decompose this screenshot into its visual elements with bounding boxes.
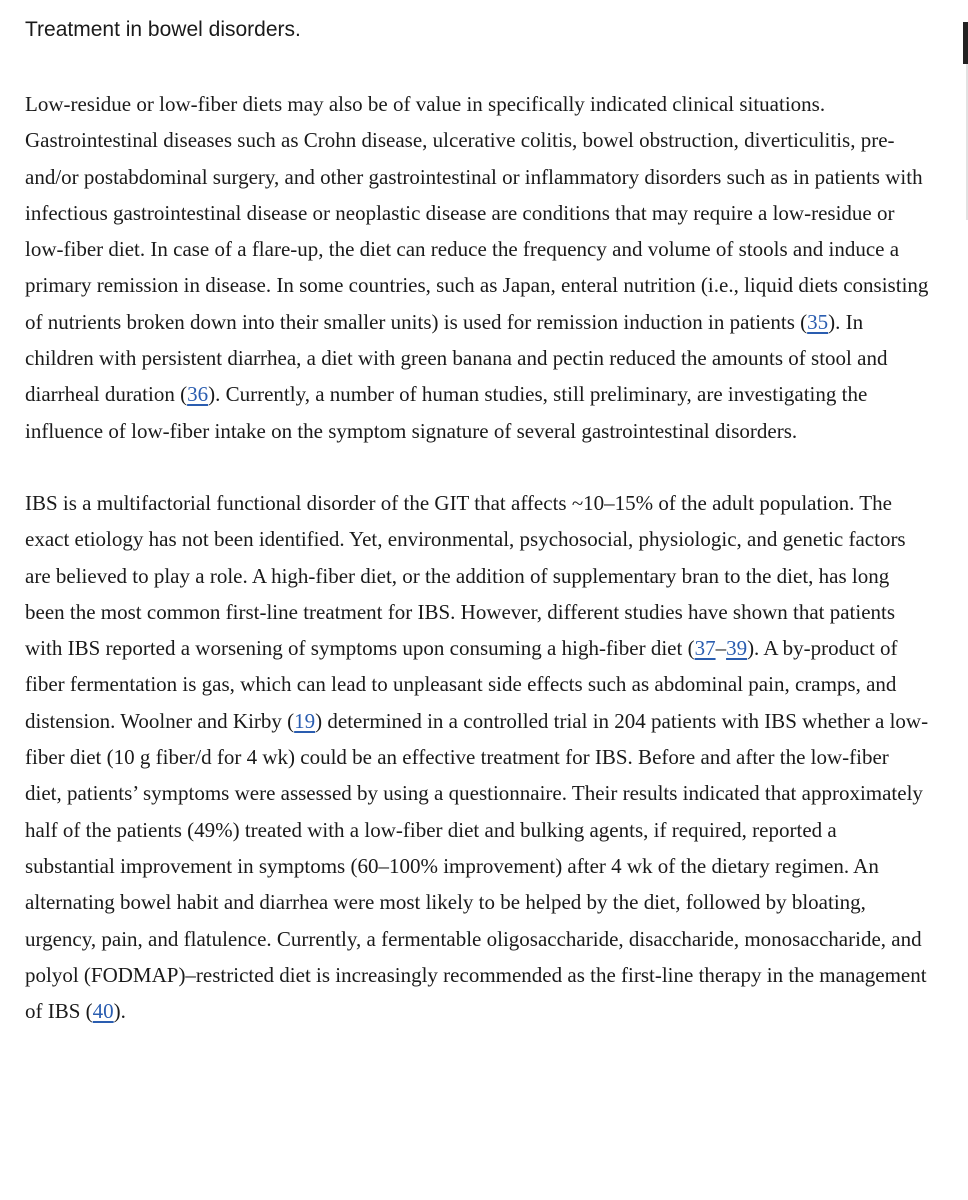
citation-link-36[interactable]: 36 bbox=[187, 382, 209, 407]
citation-link-19[interactable]: 19 bbox=[294, 708, 316, 733]
citation-link-39[interactable]: 39 bbox=[726, 636, 748, 661]
citation-link-35[interactable]: 35 bbox=[807, 309, 829, 334]
citation-link-40[interactable]: 40 bbox=[92, 999, 114, 1024]
paragraph-text: ). A by-product of fiber fermentation is gas, which can lead to unpleasant side effects such as abdominal pain, cramps, and distension. Woolner and Kirby ( bbox=[25, 636, 898, 733]
section-heading: Treatment in bowel disorders. bbox=[25, 18, 301, 41]
scrollbar-thumb[interactable] bbox=[963, 22, 968, 64]
citation-link-37[interactable]: 37 bbox=[694, 636, 716, 661]
paragraph-text: Low-residue or low-fiber diets may also be of value in specifically indicated clinical situations. Gastrointestinal diseases such as Crohn disease, ulcerative colitis, bowel obstruction, diverticulitis, pre- and/or postabdominal surgery, and other gastrointestinal or inflammatory disorders such as in patients with infectious gastrointestinal disease or neoplastic disease are conditions that may require a low-residue or low-fiber diet. In case of a flare-up, the diet can reduce the frequency and volume of stools and induce a primary remission in disease. In some countries, such as Japan, enteral nutrition (i.e., liquid diets consisting of nutrients broken down into their smaller units) is used for remission induction in patients ( bbox=[25, 92, 929, 334]
article-body bbox=[25, 14, 930, 1065]
paragraph-text: IBS is a multifactorial functional disorder of the GIT that affects ~10–15% of the adult population. The exact etiology has not been identified. Yet, environmental, psychosocial, physiologic, and genetic factors are believed to play a role. A high-fiber diet, or the addition of supplementary bran to the diet, has long been the most common first-line treatment for IBS. However, different studies have shown that patients with IBS reported a worsening of symptoms upon consuming a high-fiber diet ( bbox=[25, 490, 906, 661]
citation-range-dash: – bbox=[715, 636, 727, 661]
paragraph-text: ) determined in a controlled trial in 204 patients with IBS whether a low-fiber diet (10 g fiber/d for 4 wk) could be an effective treatment for IBS. Before and after the low-fiber diet, patients’ symptoms were assessed by using a questionnaire. Their results indicated that approximately half of the patients (49%) treated with a low-fiber diet and bulking agents, if required, reported a substantial improvement in symptoms (60–100% improvement) after 4 wk of the dietary regimen. An alternating bowel habit and diarrhea were most likely to be helped by the diet, followed by bloating, urgency, pain, and flatulence. Currently, a fermentable oligosaccharide, disaccharide, monosaccharide, and polyol (FODMAP)–restricted diet is increasingly recommended as the first-line therapy in the management of IBS ( bbox=[25, 708, 929, 1024]
paragraph-low-residue-diets bbox=[25, 86, 930, 449]
paragraph-text: ). In children with persistent diarrhea, a diet with green banana and pectin reduced the amounts of stool and diarrheal duration ( bbox=[25, 309, 888, 407]
scrollbar[interactable] bbox=[958, 0, 968, 220]
paragraph-ibs bbox=[25, 485, 930, 1029]
paragraph-text: ). Currently, a number of human studies, still preliminary, are investigating the influence of low-fiber intake on the symptom signature of several gastrointestinal disorders. bbox=[25, 382, 868, 443]
paragraph-text: ). bbox=[113, 999, 126, 1024]
